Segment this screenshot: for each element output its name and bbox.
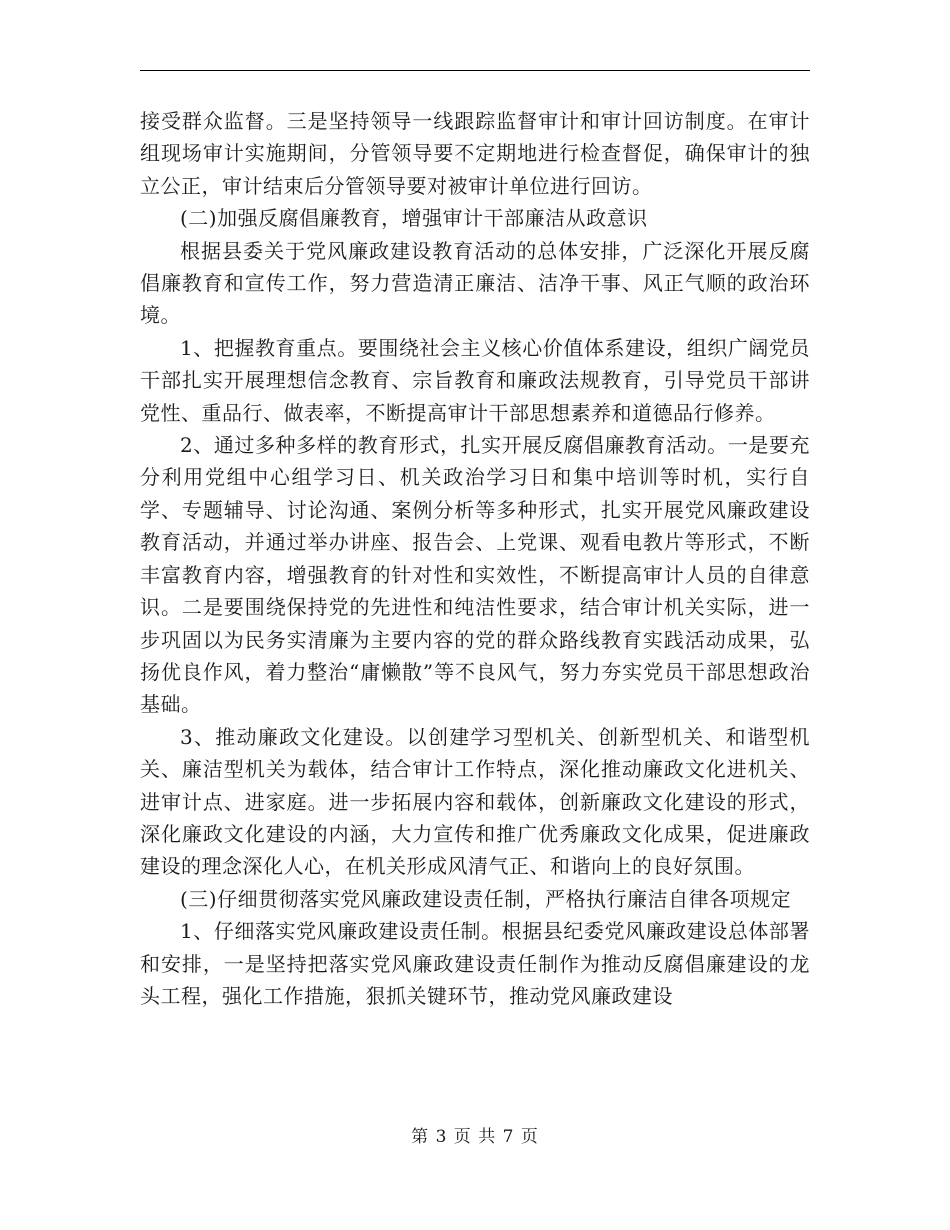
- footer-total-pages: 7: [502, 1127, 515, 1147]
- footer-prefix: 第: [411, 1127, 430, 1147]
- paragraph-1: 接受群众监督。三是坚持领导一线跟踪监督审计和审计回访制度。在审计组现场审计实施期间，分管领导要不定期地进行检查督促，确保审计的独立公正，审计结束后分管领导要对被审计单位进行回访。: [140, 109, 810, 198]
- page-footer: [0, 1125, 950, 1149]
- footer-suffix: 页: [520, 1127, 539, 1147]
- footer-middle: 页 共: [453, 1127, 497, 1147]
- section-heading-2: (二)加强反腐倡廉教育，增强审计干部廉洁从政意识: [180, 206, 648, 231]
- paragraph-6: 3、推动廉政文化建设。以创建学习型机关、创新型机关、和谐型机关、廉洁型机关为载体，结合审计工作特点，深化推动廉政文化进机关、进审计点、进家庭。进一步拓展内容和载体，创新廉政文化建设的形式，深化廉政文化建设的内涵，大力宣传和推广优秀廉政文化成果，促进廉政建设的理念深化人心，在机关形成风清气正、和谐向上的良好氛围。: [140, 724, 810, 879]
- section-heading-3: (三)仔细贯彻落实党风廉政建设责任制，严格执行廉洁自律各项规定: [180, 886, 792, 911]
- paragraph-4: 1、把握教育重点。要围绕社会主义核心价值体系建设，组织广阔党员干部扎实开展理想信念教育、宗旨教育和廉政法规教育，引导党员干部讲党性、重品行、做表率，不断提高审计干部思想素养和道德品行修养。: [140, 335, 810, 425]
- paragraph-5: 2、通过多种多样的教育形式，扎实开展反腐倡廉教育活动。一是要充分利用党组中心组学习日、机关政治学习日和集中培训等时机，实行自学、专题辅导、讨论沟通、案例分析等多种形式，扎实开展党风廉政建设教育活动，并通过举办讲座、报告会、上党课、观看电教片等形式，不断丰富教育内容，增强教育的针对性和实效性，不断提高审计人员的自律意识。二是要围绕保持党的先进性和纯洁性要求，结合审计机关实际，进一步巩固以为民务实清廉为主要内容的党的群众路线教育实践活动成果，弘扬优良作风，着力整治“庸懒散”等不良风气，努力夯实党员干部思想政治基础。: [140, 433, 810, 717]
- paragraph-8: 1、仔细落实党风廉政建设责任制。根据县纪委党风廉政建设总体部署和安排，一是坚持把落实党风廉政建设责任制作为推动反腐倡廉建设的龙头工程，强化工作措施，狠抓关键环节，推动党风廉政建设: [140, 919, 810, 1008]
- paragraph-3: 根据县委关于党风廉政建设教育活动的总体安排，广泛深化开展反腐倡廉教育和宣传工作，努力营造清正廉洁、洁净干事、风正气顺的政治环境。: [140, 238, 810, 328]
- document-body: [140, 105, 810, 1012]
- footer-page-number: 3: [435, 1127, 448, 1147]
- header-rule: [140, 70, 810, 71]
